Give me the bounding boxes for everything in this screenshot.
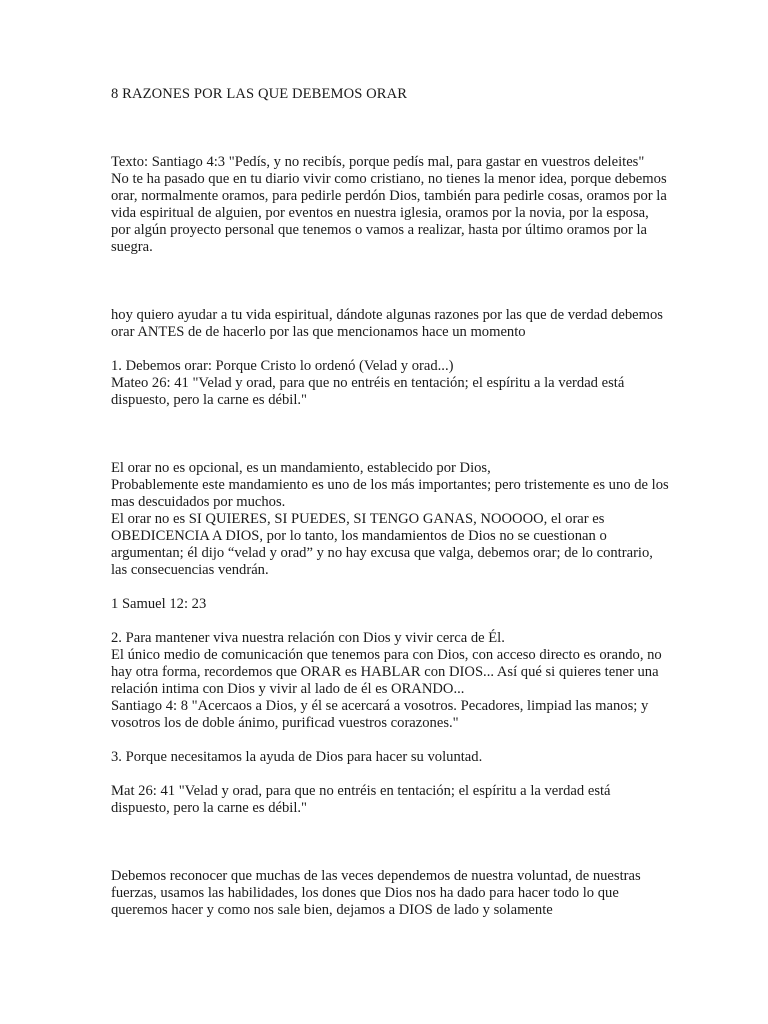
paragraph-dependence: Debemos reconocer que muchas de las veces dependemos de nuestra voluntad, de nuestras fuerzas, usamos las habilidades, los dones que Dios nos ha dado para hacer todo lo que queremos hacer y como nos sale bien, dejamos a DIOS de lado y solamente (111, 868, 641, 918)
document-body (111, 86, 671, 919)
spacer (111, 613, 671, 630)
paragraph-reason-1: 1. Debemos orar: Porque Cristo lo ordenó (Velad y orad...) Mateo 26: 41 "Velad y orad, para que no entréis en tentación; el espíritu a la verdad está dispuesto, pero la carne es débil." (111, 358, 625, 408)
document-title: 8 RAZONES POR LAS QUE DEBEMOS ORAR (111, 86, 408, 102)
spacer (111, 732, 671, 749)
spacer (111, 256, 671, 307)
spacer (111, 409, 671, 460)
spacer (111, 341, 671, 358)
paragraph-samuel-reference: 1 Samuel 12: 23 (111, 596, 207, 612)
paragraph-purpose: hoy quiero ayudar a tu vida espiritual, dándote algunas razones por las que de verdad debemos orar ANTES de de hacerlo por las que mencionamos hace un momento (111, 307, 663, 340)
paragraph-reason-3: 3. Porque necesitamos la ayuda de Dios para hacer su voluntad. (111, 749, 483, 765)
spacer (111, 817, 671, 868)
paragraph-mandate: El orar no es opcional, es un mandamiento, establecido por Dios, Probablemente este mandamiento es uno de los más importantes; pero tristemente es uno de los mas descuidados por muchos. El orar no es SI QUIERES, SI PUEDES, SI TENGO GANAS, NOOOOO, el orar es OBEDICENCIA A DIOS, por lo tanto, los mandamientos de Dios no se cuestionan o argumentan; él dijo “velad y orad” y no hay excusa que valga, debemos orar; de lo contrario, las consecuencias vendrán. (111, 460, 669, 578)
spacer (111, 103, 671, 154)
paragraph-reason-2: 2. Para mantener viva nuestra relación con Dios y vivir cerca de Él. El único medio de comunicación que tenemos para con Dios, con acceso directo es orando, no hay otra forma, recordemos que ORAR es HABLAR con DIOS... Así qué si quieres tener una relación intima con Dios y vivir al lado de él es ORANDO... Santiago 4: 8 "Acercaos a Dios, y él se acercará a vosotros. Pecadores, limpiad las manos; y vosotros los de doble ánimo, purificad vuestros corazones." (111, 630, 662, 731)
spacer (111, 766, 671, 783)
paragraph-matthew-quote: Mat 26: 41 "Velad y orad, para que no entréis en tentación; el espíritu a la verdad está dispuesto, pero la carne es débil." (111, 783, 611, 816)
paragraph-intro-text: Texto: Santiago 4:3 "Pedís, y no recibís, porque pedís mal, para gastar en vuestros deleites" No te ha pasado que en tu diario vivir como cristiano, no tienes la menor idea, porque debemos orar, normalmente oramos, para pedirle perdón Dios, también para pedirle cosas, oramos por la vida espiritual de alguien, por eventos en nuestra iglesia, oramos por la novia, por la esposa, por algún proyecto personal que tenemos o vamos a realizar, hasta por último oramos por la suegra. (111, 154, 667, 255)
spacer (111, 579, 671, 596)
